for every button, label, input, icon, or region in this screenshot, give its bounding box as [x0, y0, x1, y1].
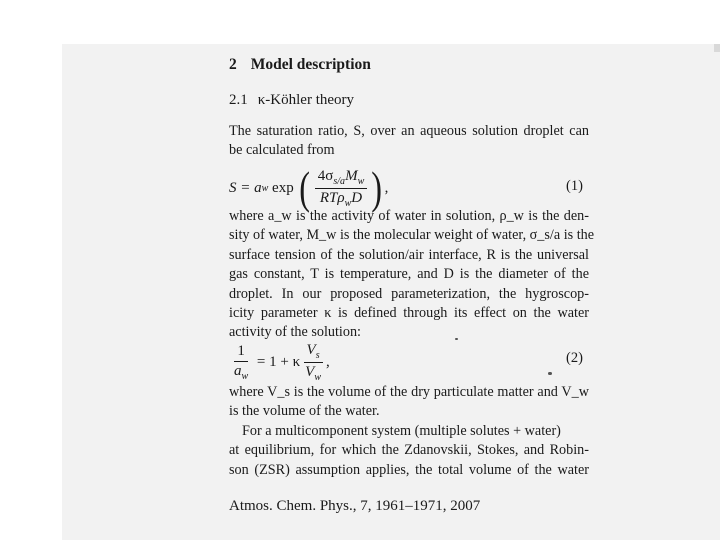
text-line: The saturation ratio, S, over an aqueous solution droplet can: [229, 123, 589, 139]
scan-speck: [548, 372, 552, 375]
scan-speck: [455, 338, 458, 340]
eq1-den-sub: w: [344, 197, 352, 209]
paragraph-intro: [229, 122, 589, 161]
subsection-number: 2.1: [229, 92, 248, 108]
eq2-mid: = 1 + κ: [253, 353, 301, 370]
eq1-num-rest-sub: w: [357, 175, 365, 187]
eq1-num-rest: M: [345, 167, 358, 184]
subsection-heading: [229, 92, 354, 109]
eq1-comma: ,: [384, 179, 389, 196]
eq2-lhs-den: a: [234, 362, 242, 379]
text-line: icity parameter κ is defined through its effect on the water: [229, 305, 589, 322]
text-line: be calculated from: [229, 142, 335, 159]
eq2-den-sub: w: [314, 371, 321, 383]
eq2-lhs-fraction: [231, 343, 251, 382]
text-line: is the volume of the water.: [229, 403, 380, 420]
section-number: 2: [229, 56, 237, 73]
eq1-den: RTρ: [319, 189, 345, 206]
text-line: son (ZSR) assumption applies, the total volume of the water: [229, 461, 589, 478]
eq1-exp: exp: [268, 179, 298, 196]
eq2-den: V: [305, 363, 315, 380]
eq2-rhs-fraction: [302, 342, 324, 383]
eq2-num-sub: s: [315, 349, 320, 361]
eq2-lhs-den-sub: w: [241, 370, 249, 382]
eq1-lhs: S = a: [229, 179, 262, 196]
text-line: surface tension of the solution/air interface, R is the universal: [229, 246, 589, 263]
left-paren: (: [299, 162, 311, 213]
text-line: activity of the solution:: [229, 324, 362, 341]
eq1-num: 4σ: [317, 167, 334, 184]
paragraph-multicomponent: [229, 422, 589, 480]
text-line: gas constant, T is temperature, and D is the diameter of the: [229, 266, 589, 283]
eq1-fraction: [315, 168, 367, 209]
section-title: Model description: [250, 56, 371, 73]
equation-1-number: (1): [566, 178, 583, 194]
text-line: where a_w is the activity of water in solution, ρ_w is the den-: [229, 208, 589, 224]
paragraph-volumes: [229, 383, 589, 422]
eq2-lhs-num: 1: [237, 342, 245, 359]
eq1-num-sub: s/a: [333, 175, 346, 187]
equation-2-number: (2): [566, 350, 583, 366]
eq1-lhs-sub: w: [261, 182, 269, 194]
text-line: For a multicomponent system (multiple solutes + water): [242, 423, 561, 439]
text-line: sity of water, M_w is the molecular weight of water, σ_s/a is the: [229, 227, 595, 244]
text-line: at equilibrium, for which the Zdanovskii, Stokes, and Robin-: [229, 442, 589, 459]
eq2-num: V: [306, 341, 316, 358]
text-line: where V_s is the volume of the dry particulate matter and V_w: [229, 384, 589, 400]
eq1-den-rest: D: [351, 189, 363, 206]
right-paren: ): [371, 162, 383, 213]
eq2-comma: ,: [326, 353, 330, 370]
text-line: droplet. In our proposed parameterization, the hygroscop-: [229, 285, 589, 302]
paragraph-definitions: [229, 207, 595, 343]
journal-citation-footer: Atmos. Chem. Phys., 7, 1961–1971, 2007: [229, 498, 481, 514]
section-heading: [229, 56, 371, 74]
subsection-title: κ-Köhler theory: [257, 92, 355, 108]
equation-2: [229, 343, 330, 381]
